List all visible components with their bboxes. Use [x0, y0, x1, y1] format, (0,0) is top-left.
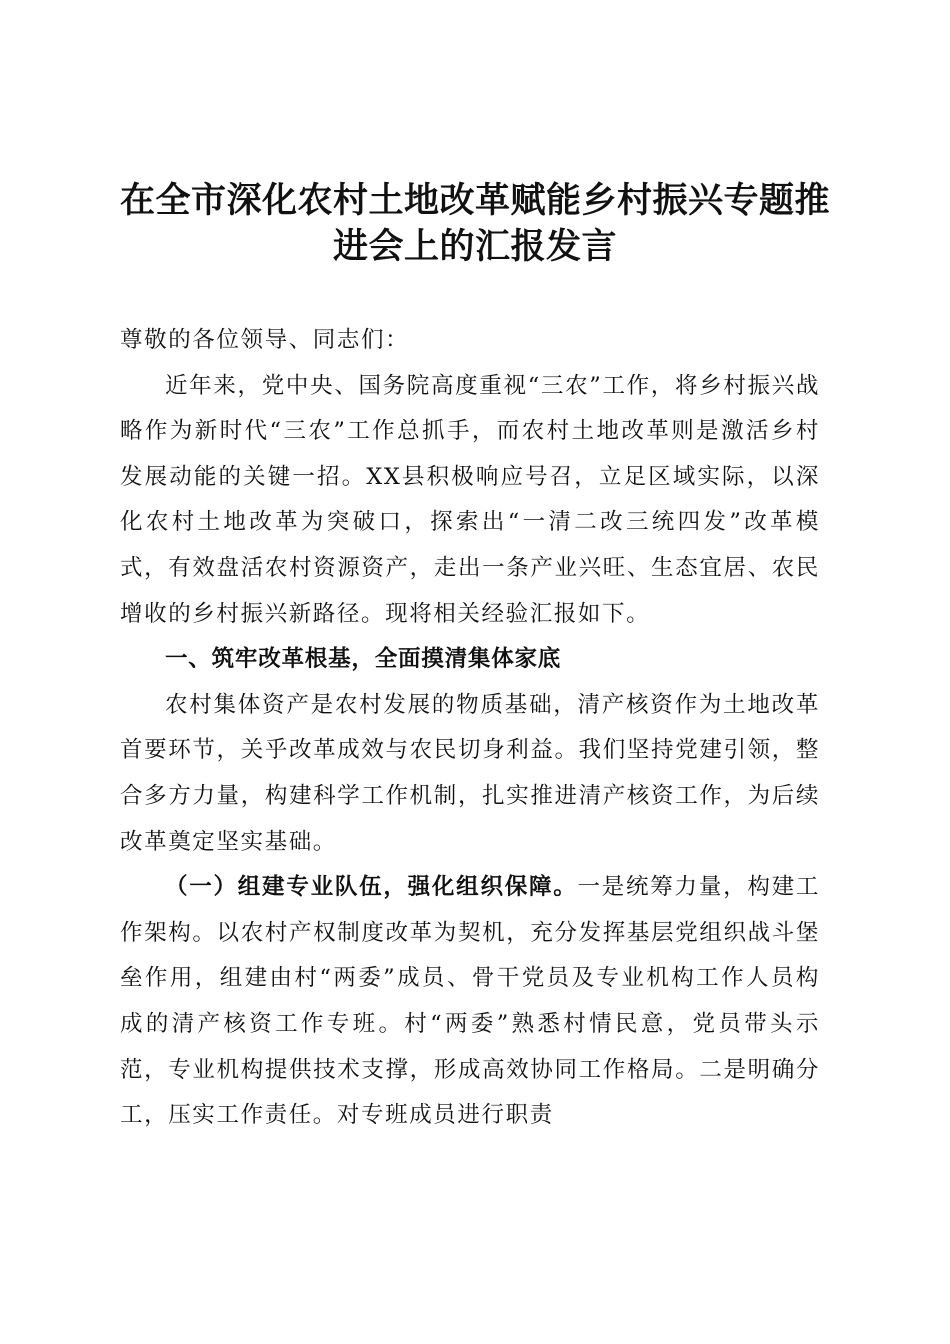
- greeting: 尊敬的各位领导、同志们：: [120, 327, 410, 353]
- title-line-2: 进会上的汇报发言: [332, 226, 617, 267]
- document-body: [120, 318, 820, 1139]
- subsection-1-paragraph: [120, 865, 820, 1139]
- section-1-heading: 一、筑牢改革根基，全面摸清集体家底: [165, 646, 562, 673]
- subsection-1-lead: （一）组建专业队伍，强化组织保障。: [165, 874, 578, 901]
- section-1-paragraph: 农村集体资产是农村发展的物质基础，清产核资作为土地改革首要环节，关乎改革成效与农民切身利益。我们坚持党建引领，整合多方力量，构建科学工作机制，扎实推进清产核资工作，为后续改革奠定坚实基础。: [120, 691, 820, 855]
- intro-paragraph: 近年来，党中央、国务院高度重视“三农”工作，将乡村振兴战略作为新时代“三农”工作总抓手，而农村土地改革则是激活乡村发展动能的关键一招。XX县积极响应号召，立足区域实际，以深化农村土地改革为突破口，探索出“一清二改三统四发”改革模式，有效盘活农村资源资产，走出一条产业兴旺、生态宜居、农民增收的乡村振兴新路径。现将相关经验汇报如下。: [120, 372, 820, 627]
- title-line-1: 在全市深化农村土地改革赋能乡村振兴专题推: [119, 180, 830, 221]
- subsection-1-text: 一是统筹力量，构建工作架构。以农村产权制度改革为契机，充分发挥基层党组织战斗堡垒作用，组建由村“两委”成员、骨干党员及专业机构工作人员构成的清产核资工作专班。村“两委”熟悉村情民意，党员带头示范，专业机构提供技术支撑，形成高效协同工作格局。二是明确分工，压实工作责任。对专班成员进行职责: [120, 874, 820, 1129]
- document-title: [110, 178, 840, 270]
